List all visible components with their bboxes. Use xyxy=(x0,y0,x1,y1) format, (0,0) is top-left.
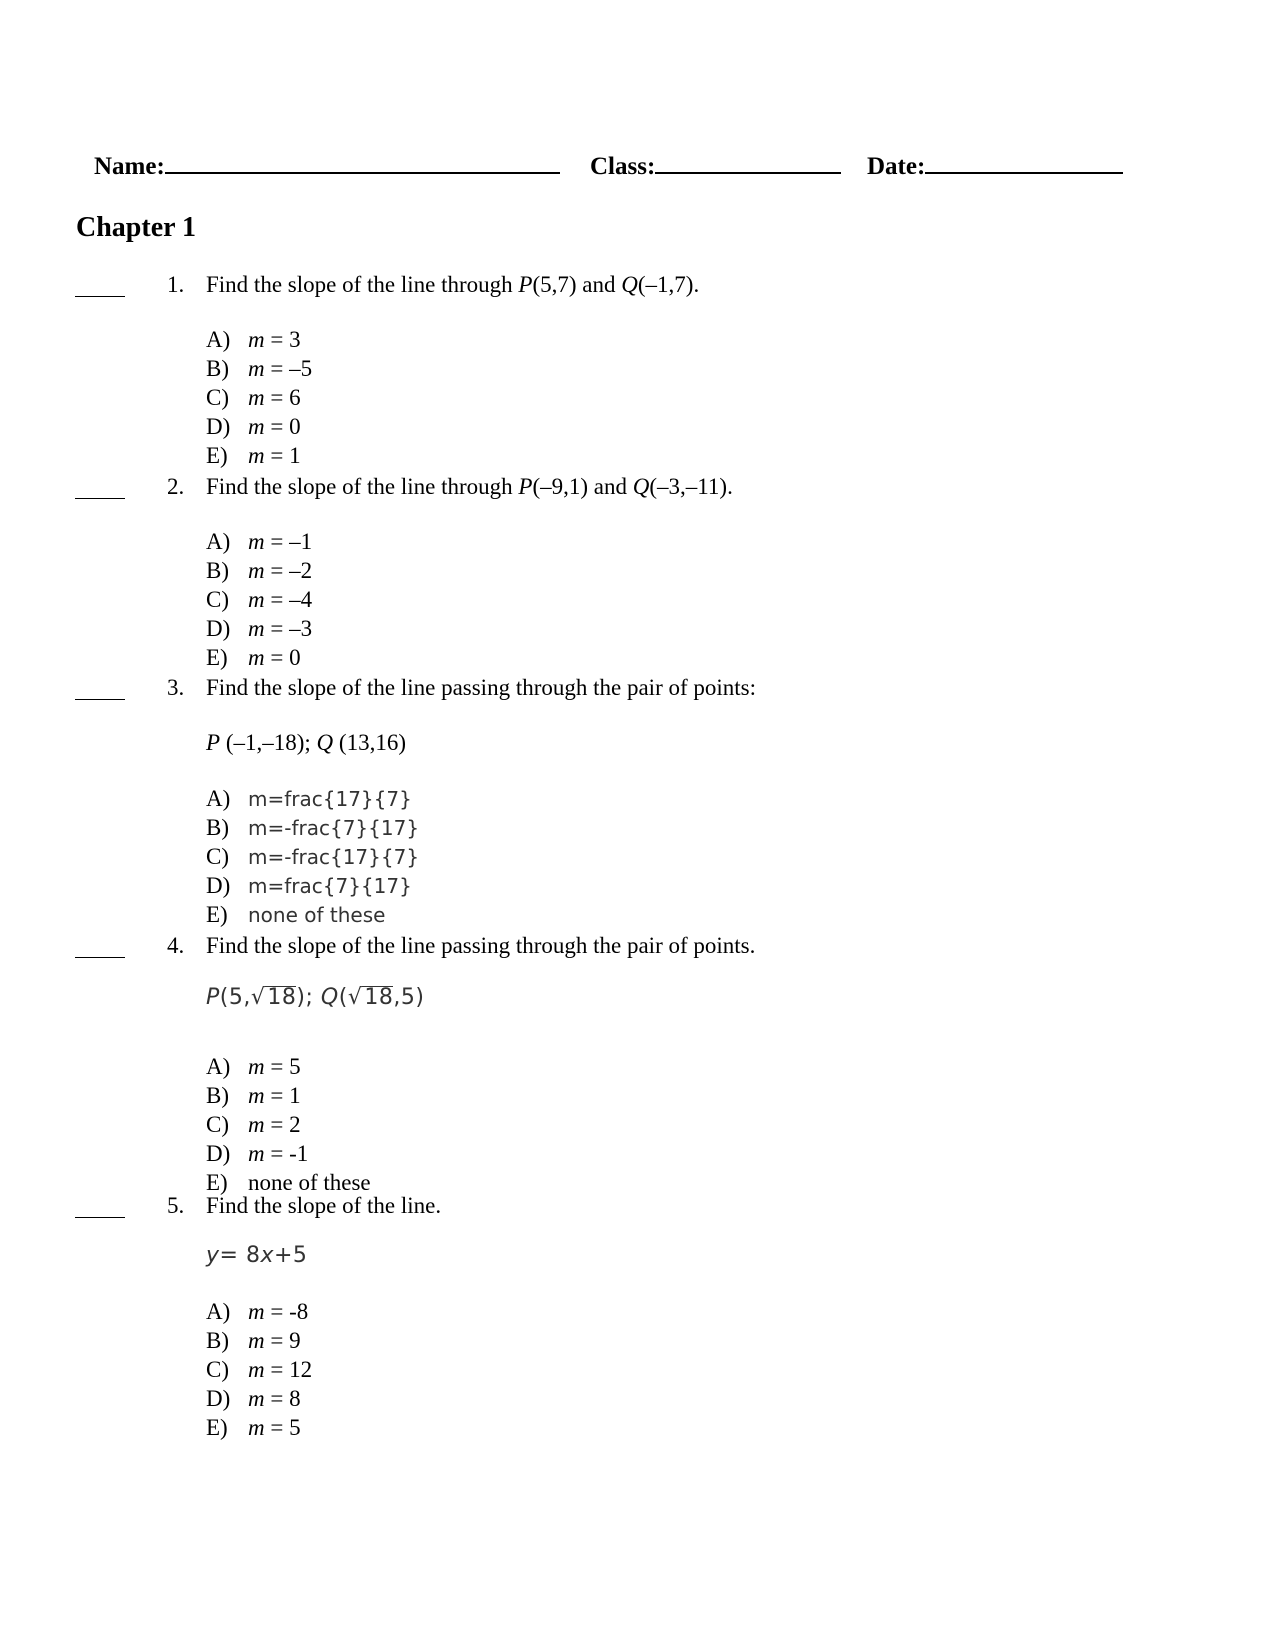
question-number: 2. xyxy=(167,474,185,499)
question-text: Find the slope of the line. xyxy=(206,1193,442,1218)
class-blank[interactable] xyxy=(655,150,841,174)
choice-c[interactable]: C) m = 6 xyxy=(206,385,301,410)
question-number: 3. xyxy=(167,675,185,700)
answer-blank[interactable] xyxy=(75,957,125,958)
choice-c[interactable]: C) m = 12 xyxy=(206,1357,313,1382)
given-points: P(5,√18); Q(√18,5) xyxy=(206,985,425,1010)
answer-blank[interactable] xyxy=(75,498,125,499)
name-label: Name: xyxy=(94,153,165,180)
sqrt-symbol: √ xyxy=(250,985,266,1010)
choice-d[interactable]: D) m = -1 xyxy=(206,1141,309,1166)
choice-b[interactable]: B) m = 9 xyxy=(206,1328,301,1353)
choice-a[interactable]: A) m = -8 xyxy=(206,1299,309,1324)
choice-d[interactable]: D) m = –3 xyxy=(206,616,313,641)
choice-a[interactable]: A) m = 5 xyxy=(206,1054,301,1079)
class-label: Class: xyxy=(590,153,656,180)
choice-list xyxy=(206,325,312,470)
question-text: Find the slope of the line passing through the pair of points. xyxy=(206,933,756,958)
date-blank[interactable] xyxy=(925,150,1123,174)
question-number: 5. xyxy=(167,1193,185,1218)
choice-e[interactable]: E) none of these xyxy=(206,1170,371,1195)
choice-b[interactable]: B) m=-frac{7}{17} xyxy=(206,815,420,840)
choice-list xyxy=(206,527,312,672)
given-points: P (–1,–18); Q (13,16) xyxy=(206,730,406,755)
choice-c[interactable]: C) m = 2 xyxy=(206,1112,301,1137)
question-text: Find the slope of the line through P(–9,1) and Q(–3,–11). xyxy=(206,474,733,499)
sqrt-symbol: √ xyxy=(347,985,363,1010)
choice-e[interactable]: E) none of these xyxy=(206,902,386,927)
answer-blank[interactable] xyxy=(75,296,125,297)
choice-a[interactable]: A) m = 3 xyxy=(206,327,301,352)
name-field xyxy=(94,150,560,181)
choice-d[interactable]: D) m=frac{7}{17} xyxy=(206,873,412,898)
choice-c[interactable]: C) m=-frac{17}{7} xyxy=(206,844,420,869)
choice-b[interactable]: B) m = 1 xyxy=(206,1083,301,1108)
choice-a[interactable]: A) m=frac{17}{7} xyxy=(206,786,412,811)
choice-d[interactable]: D) m = 0 xyxy=(206,414,301,439)
question-number: 1. xyxy=(167,272,185,297)
choice-d[interactable]: D) m = 8 xyxy=(206,1386,301,1411)
question-text: Find the slope of the line passing through the pair of points: xyxy=(206,675,757,700)
class-field xyxy=(590,150,841,181)
question-text: Find the slope of the line through P(5,7) and Q(–1,7). xyxy=(206,272,700,297)
given-equation: y= 8x+5 xyxy=(206,1243,308,1268)
choice-e[interactable]: E) m = 5 xyxy=(206,1415,301,1440)
answer-blank[interactable] xyxy=(75,699,125,700)
choice-list xyxy=(206,1297,312,1442)
choice-c[interactable]: C) m = –4 xyxy=(206,587,313,612)
question-number: 4. xyxy=(167,933,185,958)
answer-blank[interactable] xyxy=(75,1217,125,1218)
choice-list xyxy=(206,784,419,929)
chapter-title: Chapter 1 xyxy=(76,212,197,243)
choice-a[interactable]: A) m = –1 xyxy=(206,529,313,554)
choice-e[interactable]: E) m = 0 xyxy=(206,645,301,670)
choice-list xyxy=(206,1052,371,1197)
choice-b[interactable]: B) m = –2 xyxy=(206,558,313,583)
date-label: Date: xyxy=(867,153,926,180)
choice-b[interactable]: B) m = –5 xyxy=(206,356,313,381)
date-field xyxy=(867,150,1123,181)
choice-e[interactable]: E) m = 1 xyxy=(206,443,301,468)
name-blank[interactable] xyxy=(165,150,560,174)
